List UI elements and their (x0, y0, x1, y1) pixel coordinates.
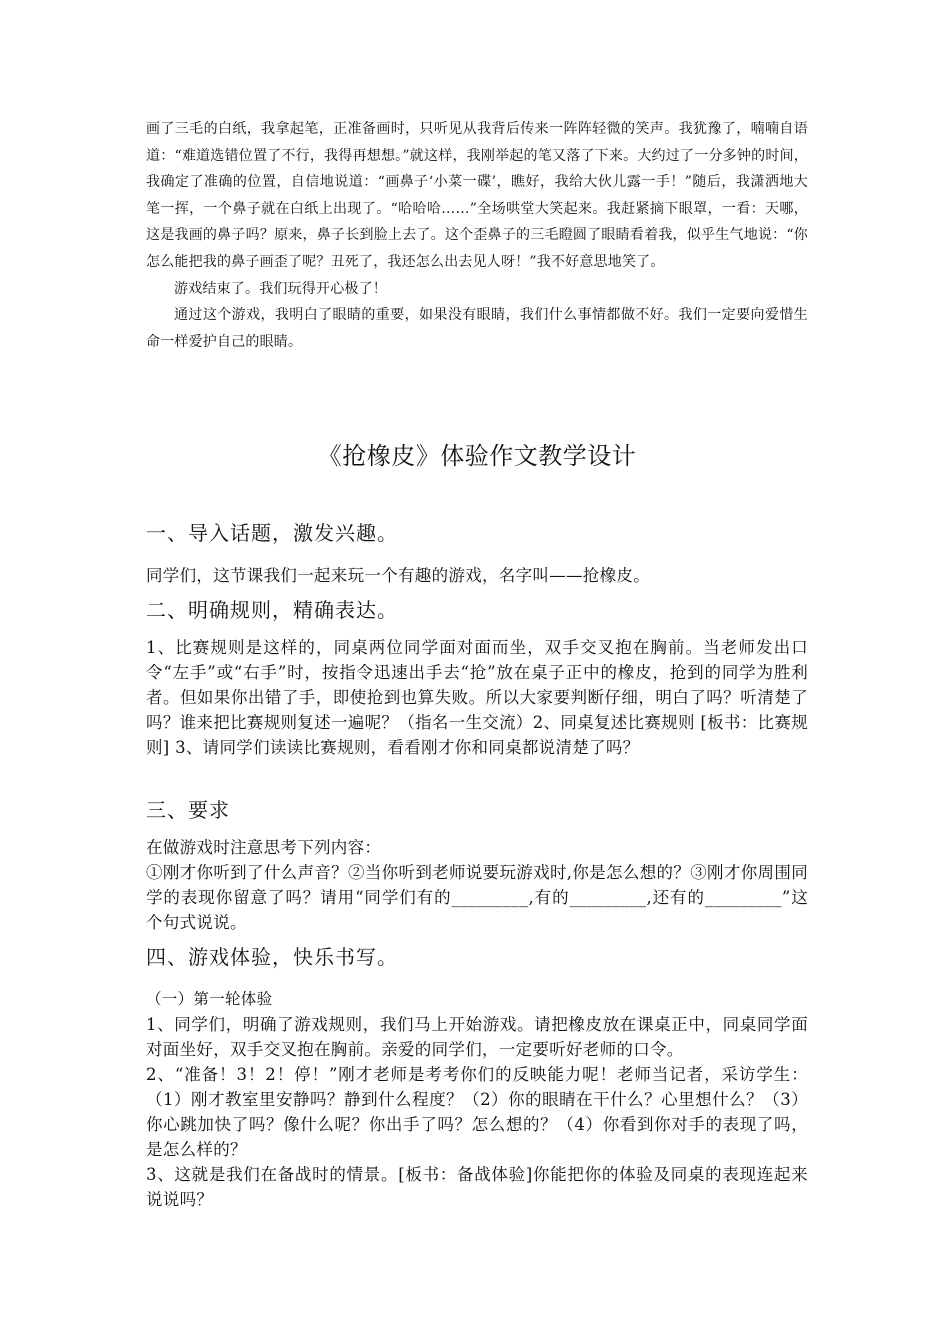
round-one-heading: （一）第一轮体验 (146, 990, 273, 1008)
section-text-2: 1、比赛规则是这样的，同桌两位同学面对面而坐，双手交叉抱在胸前。当老师发出口令“左手”或“右手”时，按指令迅速出手去“抢”放在桌子正中的橡皮，抢到的同学为胜利者。但如果你出错了手，即使抢到也算失败。所以大家要判断仔细，明白了吗？听清楚了吗？谁来把比赛规则复述一遍呢？（指名一生交流）2、同桌复述比赛规则 [板书：比赛规则] 3、请同学们读读比赛规则，看看刚才你和同桌都说清楚了吗？ (146, 638, 808, 757)
round-one-item: 2、“准备！3！2！停！”刚才老师是考考你们的反映能力呢！老师当记者，采访学生：（1）刚才教室里安静吗？静到什么程度？（2）你的眼睛在干什么？心里想什么？（3）你心跳加快了吗？像什么呢？你出手了吗？怎么想的？（4）你看到你对手的表现了吗，是怎么样的？ (146, 1065, 808, 1159)
story-paragraph: 游戏结束了。我们玩得开心极了！ (174, 280, 387, 297)
lesson-title: 《抢橡皮》体验作文教学设计 (317, 442, 637, 470)
section-heading-1: 一、导入话题，激发兴趣。 (146, 521, 398, 545)
section-text-3 (146, 835, 808, 935)
story-excerpt (146, 116, 808, 355)
section-heading-4: 四、游戏体验，快乐书写。 (146, 945, 398, 969)
section-heading-2: 二、明确规则，精确表达。 (146, 598, 398, 622)
round-one-item: 3、这就是我们在备战时的情景。[板书：备战体验]你能把你的体验及同桌的表现连起来说说吗？ (146, 1165, 808, 1209)
requirement-questions: ①刚才你听到了什么声音？②当你听到老师说要玩游戏时,你是怎么想的？③刚才你周围同学的表现你留意了吗？请用“同学们有的_________,有的_________,还有的_________”这个句式说说。 (146, 863, 808, 932)
requirement-intro: 在做游戏时注意思考下列内容： (146, 838, 382, 857)
section-heading-3: 三、要求 (146, 798, 230, 822)
section-text-1: 同学们，这节课我们一起来玩一个有趣的游戏，名字叫——抢橡皮。 (146, 566, 650, 585)
story-paragraph: 通过这个游戏，我明白了眼睛的重要，如果没有眼睛，我们什么事情都做不好。我们一定要向爱惜生命一样爱护自己的眼睛。 (146, 307, 808, 350)
round-one-item: 1、同学们，明确了游戏规则，我们马上开始游戏。请把橡皮放在课桌正中，同桌同学面对面坐好，双手交叉抱在胸前。亲爱的同学们，一定要听好老师的口令。 (146, 1015, 808, 1059)
section-text-4 (146, 987, 808, 1212)
story-paragraph: 画了三毛的白纸，我拿起笔，正准备画时，只听见从我背后传来一阵阵轻微的笑声。我犹豫了，喃喃自语道：“难道选错位置了不行，我得再想想。”就这样，我刚举起的笔又落了下来。大约过了一分多钟的时间，我确定了准确的位置，自信地说道：“画鼻子‘小菜一碟’，瞧好，我给大伙儿露一手！”随后，我潇洒地大笔一挥，一个鼻子就在白纸上出现了。“哈哈哈……”全场哄堂大笑起来。我赶紧摘下眼罩，一看：天哪，这是我画的鼻子吗？原来，鼻子长到脸上去了。这个歪鼻子的三毛瞪圆了眼睛看着我，似乎生气地说：“你怎么能把我的鼻子画歪了呢？丑死了，我还怎么出去见人呀！”我不好意思地笑了。 (146, 121, 808, 270)
